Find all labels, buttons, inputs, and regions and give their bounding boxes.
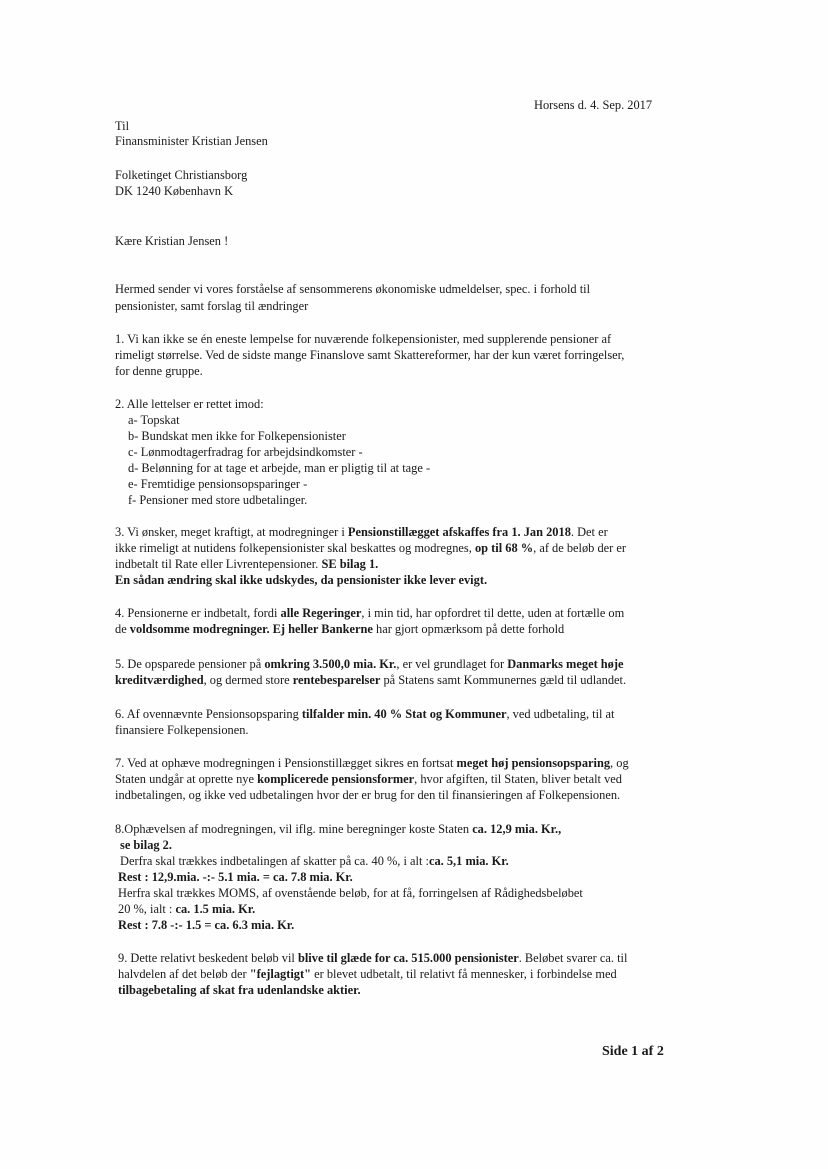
p8-emphasis: ca. 12,9 mia. Kr., [472, 822, 562, 836]
p3-emphasis: Pensionstillægget afskaffes fra 1. Jan 2018 [347, 525, 571, 539]
p8-emphasis: ca. 5,1 mia. Kr. [428, 854, 509, 868]
p9-text: halvdelen af det beløb der [118, 967, 250, 981]
p3-emphasis: op til 68 % [474, 541, 534, 555]
recipient-name: Finansminister Kristian Jensen [115, 134, 268, 148]
p7-text: Staten undgår at oprette nye [115, 772, 258, 786]
p7-emphasis: meget høj pensionsopsparing [456, 756, 611, 770]
p1-line-3: for denne gruppe. [115, 364, 203, 378]
p3-text: 3. Vi ønsker, meget kraftigt, at modregninger i [115, 525, 348, 539]
p9-text: 9. Dette relativt beskedent beløb vil [118, 951, 298, 965]
p6-text: 6. Af ovennævnte Pensionsopsparing [115, 707, 302, 721]
p3-text: , af de beløb der er [533, 541, 627, 555]
p5-emphasis: rentebesparelser [292, 673, 381, 687]
p5-line-1 [115, 656, 624, 672]
p9-emphasis: "fejlagtigt" [249, 967, 311, 981]
p2-title: 2. Alle lettelser er rettet imod: [115, 397, 264, 411]
p5-emphasis: omkring 3.500,0 mia. Kr. [264, 657, 397, 671]
p6-text: , ved udbetaling, til at [506, 707, 615, 721]
p6-line-1 [115, 706, 615, 722]
p8-line-5: Herfra skal trækkes MOMS, af ovenstående beløb, for at få, forringelsen af Rådighedsbeløbet [118, 886, 583, 900]
p8-line-2: se bilag 2. [120, 838, 172, 852]
p7-line-1 [115, 755, 629, 771]
p9-line-3: tilbagebetaling af skat fra udenlandske aktier. [118, 983, 361, 997]
p2-item-c: c- Lønmodtagerfradrag for arbejdsindkomster - [128, 445, 363, 459]
p7-text: , og [610, 756, 629, 770]
p9-line-2 [118, 966, 617, 982]
p3-line-4: En sådan ændring skal ikke udskydes, da pensionister ikke lever evigt. [115, 573, 488, 587]
p5-emphasis: Danmarks meget høje [507, 657, 624, 671]
p7-text: 7. Ved at ophæve modregningen i Pensionstillægget sikres en fortsat [115, 756, 457, 770]
p9-emphasis: blive til glæde for ca. 515.000 pensionister [297, 951, 519, 965]
p5-text: 5. De opsparede pensioner på [115, 657, 265, 671]
p4-emphasis: alle Regeringer [280, 606, 362, 620]
p8-text: 8.Ophævelsen af modregningen, vil iflg. mine beregninger koste Staten [115, 822, 473, 836]
recipient-label: Til [115, 119, 130, 133]
p3-text: ikke rimeligt at nutidens folkepensionister skal beskattes og modregnes, [115, 541, 475, 555]
p4-line-2 [115, 621, 564, 637]
p9-text: . Beløbet svarer ca. til [518, 951, 628, 965]
p9-text: er blevet udbetalt, til relativt få mennesker, i forbindelse med [311, 967, 617, 981]
p1-line-1: 1. Vi kan ikke se én eneste lempelse for nuværende folkepensionister, med supplerende pensioner af [115, 332, 612, 346]
p2-item-d: d- Belønning for at tage et arbejde, man er pligtig til at tage - [128, 461, 431, 475]
p8-line-7: Rest : 7.8 -:- 1.5 = ca. 6.3 mia. Kr. [118, 918, 295, 932]
address-line-1: Folketinget Christiansborg [115, 168, 248, 182]
intro-line-2: pensionister, samt forslag til ændringer [115, 299, 309, 313]
p5-text: , er vel grundlaget for [396, 657, 508, 671]
intro-line-1: Hermed sender vi vores forståelse af sensommerens økonomiske udmeldelser, spec. i forhold til [115, 282, 591, 296]
p3-line-2 [115, 540, 626, 556]
p5-emphasis: kreditværdighed [115, 673, 204, 687]
p4-text: har gjort opmærksom på dette forhold [372, 622, 565, 636]
page-number: Side 1 af 2 [602, 1044, 664, 1059]
p3-emphasis: SE bilag 1. [321, 557, 379, 571]
p4-text: de [115, 622, 130, 636]
p4-text: , i min tid, har opfordret til dette, uden at fortælle om [361, 606, 625, 620]
p6-emphasis: tilfalder min. 40 % Stat og Kommuner [301, 707, 507, 721]
p2-item-e: e- Fremtidige pensionsopsparinger - [128, 477, 308, 491]
p7-line-2 [115, 771, 622, 787]
p8-emphasis: ca. 1.5 mia. Kr. [175, 902, 256, 916]
p7-emphasis: komplicerede pensionsformer [257, 772, 415, 786]
p3-text: indbetalt til Rate eller Livrentepensioner. [115, 557, 322, 571]
p7-text: , hvor afgiften, til Staten, bliver betalt ved [414, 772, 622, 786]
address-line-2: DK 1240 København K [115, 184, 234, 198]
p8-line-1 [115, 821, 561, 837]
p5-text: , og dermed store [203, 673, 293, 687]
p8-line-3 [120, 853, 509, 869]
p4-text: 4. Pensionerne er indbetalt, fordi [115, 606, 281, 620]
p4-line-1 [115, 605, 624, 621]
p6-line-2: finansiere Folkepensionen. [115, 723, 249, 737]
p8-line-6 [118, 901, 255, 917]
p8-text: Derfra skal trækkes indbetalingen af skatter på ca. 40 %, i alt : [120, 854, 429, 868]
p5-line-2 [115, 672, 626, 688]
p8-line-4: Rest : 12,9.mia. -:- 5.1 mia. = ca. 7.8 mia. Kr. [118, 870, 353, 884]
p2-item-a: a- Topskat [128, 413, 180, 427]
p7-line-3: indbetalingen, og ikke ved udbetalingen hvor der er brug for den til finansieringen af Folkepensionen. [115, 788, 621, 802]
p5-text: på Statens samt Kommunernes gæld til udlandet. [380, 673, 627, 687]
p3-line-3 [115, 556, 378, 572]
salutation: Kære Kristian Jensen ! [115, 234, 229, 248]
p8-text: 20 %, ialt : [118, 902, 176, 916]
p2-item-f: f- Pensioner med store udbetalinger. [128, 493, 308, 507]
p2-item-b: b- Bundskat men ikke for Folkepensionister [128, 429, 346, 443]
p4-emphasis: voldsomme modregninger. Ej heller Bankerne [129, 622, 373, 636]
p9-line-1 [118, 950, 627, 966]
p3-text: . Det er [570, 525, 608, 539]
p1-line-2: rimeligt størrelse. Ved de sidste mange Finanslove samt Skattereformer, har der kun været forringelser, [115, 348, 625, 362]
date-line: Horsens d. 4. Sep. 2017 [534, 98, 653, 112]
p3-line-1 [115, 524, 608, 540]
